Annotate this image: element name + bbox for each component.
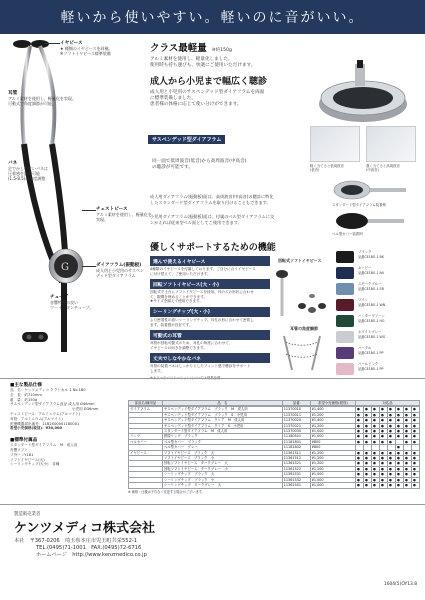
footer-url[interactable]: ホームページ http://www.kenzmedico.co.jp [36, 552, 147, 559]
footer-role: 製造販売業者 [14, 512, 41, 517]
color-swatch [336, 331, 354, 343]
support-note: ※カラーのバリエーションについては別頁参照 [150, 375, 221, 380]
color-item: ホワイトグレー 品番CE1BO-1 WG [336, 330, 422, 346]
footer-tel: TEL.(0495)71-1001 FAX.(0495)72-6716 [36, 545, 142, 552]
color-swatch [336, 347, 354, 359]
color-variations [336, 250, 422, 378]
photo-strong-touch [366, 126, 416, 162]
document-code: 1604(5)OY13.8 [383, 582, 417, 587]
support-list [150, 256, 270, 381]
support-item: 丈夫でしなやかなバネ 耳管の装着バネはしっかりとしたフィット感で聴診をサポート します。 [150, 353, 270, 373]
table-row: イヤピース ソフトイヤピース ブラック 大 11361511 ¥1,200 ● ● ● ● ● ● ● ● [129, 450, 420, 455]
tube-cross-section-icon [22, 332, 48, 342]
photo-light-touch [310, 126, 360, 162]
label-diaphragm: ダイアフラム(振動板) 成人用と小児用のサスペン デッド型ダイアフラム [96, 263, 144, 279]
section-suspended [148, 126, 300, 171]
color-item: パールピンク 品番CE1BO-1 PP [336, 362, 422, 378]
header-banner [0, 0, 425, 34]
label-earpiece: イヤピース ★ 種類のイヤピースを同梱。 ※ソフトイヤピース標準装備 [60, 41, 113, 57]
caption-standard: スタンダード型ダイアフラム装着例 [332, 203, 386, 207]
table-row: ベルカバー ベル型カバー ブラック 11181801 ¥800 ● ● ● ● ● ● ● [129, 439, 420, 444]
footer-address: 本社 〒367-0206 埼玉県本庄市児玉町共栄552-1 [14, 538, 138, 545]
color-item: ネービー 品番CE1BO-1 NV [336, 266, 422, 282]
table-row: 回転ソフトイヤピース ダークグレー 小 11361522 ¥1,200 ● ● ● ● ● ● ● ● [129, 466, 420, 471]
table-row: ダイアフラム サスペンデッド型ダイアフラム ブラック M 成人用 11370010 ¥1,400 ● ● ● ● ● ● ● ● [129, 407, 420, 412]
color-swatch [336, 299, 354, 311]
support-title: 優しくサポートするための機能 [150, 243, 276, 253]
earpiece-set-icon [298, 294, 326, 313]
suspended-desc: 同一面で低周波音(低音)から高周波音(中高音) の聴診が可能です。 [152, 159, 247, 170]
color-swatch [336, 283, 354, 295]
specs-block: ■主な製品仕様 品 名：ケンツメディコ クラシカル 1 No.180 全 長：約710mm 重 量：約150g サスペンデッド型ダイアフラム直径 成人用 Ø46mm 小児用 Ø36mm チェストピース：アルミニウム(アルマイト) 耳管：アルミニウム(アルマイト) 医療機器届出番号：11B2X00001180001 希望小売価格(税別)：¥30,000 ■標準付属品 スタンダード型ダイアフラム M 成人用 音響ソフト フ外ーンY181 ソフトイヤピース(大) シーリングチップ(大小) 各種 [10, 382, 125, 467]
company-name: ケンツメディコ株式会社 [14, 521, 156, 537]
support-item: 可動式の耳管 耳管が回転可動式のため、耳孔の角度に合わせて、 イヤピースの向きを調整できます。 [150, 330, 270, 350]
color-swatch [336, 251, 354, 263]
support-item: シーリングチップ(大・小) より密着性の高いシーリングチップ。耳孔の形に合わせて密着し ます。装着感が良好です。 [150, 307, 270, 327]
support-item: 回転ソフトイヤピース(大・小) 回転式で土台にソフトイヤピースを採用。耳の穴の形状に合わせ て、隙間を埋めることができます。 ★サイズを揃えて使用できます。 [150, 279, 270, 304]
table-row: サスペンデッド型ダイアフラム クリア M 成人用 11370020 ¥1,400 ● ● ● ● ● ● ● ● [129, 418, 420, 423]
rotation-title: 回転式ソフトイヤピース [278, 258, 322, 263]
color-item: ハンターグリーン 品番CE1BO-1 HG [336, 314, 422, 330]
standard-diaphragm-photo [330, 178, 410, 202]
angle-title: 耳管の角度調節 [290, 326, 318, 331]
color-swatch [336, 315, 354, 327]
caption-light-touch: 軽く当てると低周波音 (低音) [310, 164, 344, 173]
label-tube: チューブ 音響特性の良い ツーインワンチューブ。 [50, 295, 94, 311]
table-note: ※ 価格・仕様は予告なく変更する場合がございます。 [128, 489, 205, 494]
adult-child-title: 成人から小児まで幅広く聴診 [150, 77, 268, 87]
rotating-earpiece-photo [272, 266, 332, 324]
table-row: リング 鉄環リング ブラック 11180501 ¥1,000 ● ● ● ● ● ● ● ● [129, 434, 420, 439]
label-tube-upper: 耳管 アルミ素材を使用し、軽量化を実現。 可動式で角度調節が可能。 [8, 91, 76, 107]
table-row: 回転ソフトイヤピース ダークグレー 大 11361521 ¥1,200 ● ● ● ● ● ● ● ● [129, 461, 420, 466]
table-row: シーリングチップ ブラック 大 11361531 ¥1,000 ● ● ● ● ● ● ● ● [129, 472, 420, 477]
angle-adjust-diagram [272, 332, 332, 372]
table-row: ソフトイヤピース ブラック 小 11361512 ¥1,200 ● ● ● ● ● ● ● ● [129, 456, 420, 461]
color-item: ワイン 品番CE1BO-1 WN [336, 298, 422, 314]
color-swatch [336, 363, 354, 375]
diaphragm-text-2: 小児用ダイアフラム(振動板)面は、付属のベル型ダイアフラムに交 ンかえれば従来型ベル面としてご使用できます。 [150, 214, 275, 225]
section-class-weight [150, 36, 290, 69]
table-row: スタンダード型ダイアフラム M 成人用 11370030 ¥1,000 ● ● ● ● ● ● ● ● [129, 429, 420, 434]
color-swatch [336, 267, 354, 279]
table-row: ベル型カバー グレー 11181802 ¥800 ● [129, 445, 420, 450]
parts-table: 部品名/種用品 品 名 品番 希望小売価格(税別) 対応品 ダイアフラム サスペンデッド型ダイアフラム ブラック M 成人用 11370010 ¥1,400 ● ● ● ● ● ● ● ● サスペンデッド型ダイアフラム ブラック S 小児用 11370011 ¥1,200 ● ● ● ● ● ● ● ● サスペンデッド型ダイアフラム クリア M 成人用 11370020 ¥1,400 ● ● ● ● ● ● ● ● サスペンデッド型ダイアフラム クリア S 小児用 11370021 ¥1,200 ● ● ● ● ● ● ● ● スタンダード型ダイアフラム M 成人用 11370030 ¥1,000 ● ● ● ● ● ● ● ● リング 鉄環リング ブラック 11180501 ¥1,000 ● ● ● ● ● ● ● ● ベルカバー ベル型カバー ブラック 11181801 ¥800 ● ● ● ● ● ● ● ベル型カバー グレー 11181802 ¥800 ● イヤピース ソフトイヤピース ブラック 大 11361511 ¥1,200 ● ● ● ● ● ● ● ● ソフトイヤピース ブラック 小 11361512 ¥1,200 ● ● ● ● ● ● ● ● 回転ソフトイヤピース ダークグレー 大 11361521 ¥1,200 ● ● ● ● ● ● ● ● 回転ソフトイヤピース ダークグレー 小 11361522 ¥1,200 ● ● ● ● ● ● ● ● シーリングチップ ブラック 大 11361531 ¥1,000 ● ● ● ● ● ● ● ● シーリングチップ ブラック 小 11361532 ¥1,000 ● ● ● ● ● ● ● ● シーリングチップ ダークグレー 大 11361541 ¥1,000 ● ● ● ● ● ● ● ● ※ 価格・仕様は予告なく変更する場合がございます。 [128, 400, 420, 495]
label-chestpiece: チェストピース アルミ素材を使用し、軽量化を 実現。 [96, 207, 152, 223]
table-row: サスペンデッド型ダイアフラム クリア S 小児用 11370021 ¥1,200 ● ● ● ● ● ● ● ● [129, 423, 420, 428]
caption-bell: ベル型カバー装着例 [332, 232, 363, 236]
chestpiece-icon [49, 249, 83, 283]
caption-strong-touch: 強く当てると高周波音 (中高音) [366, 164, 400, 173]
class-weight-title: クラス最軽量 [150, 43, 207, 54]
label-spring: バネ 足でかしやすいバネは 圧着感を調整可能 (1.5-8.5)の角度調整 [8, 161, 48, 182]
support-item: 選んで使えるイヤピース 4種類のイヤピースを付属しております。ご自分に合うイヤピース に付け替えて、ご使用いただけます。 [150, 256, 270, 276]
diaphragm-text-1: 成人用ダイアフラム(振動板)面は、高周波音(中高音)の聴診に特化 したスタンダード型ダイアフラムを取り付けることもできます。 [150, 194, 274, 205]
specs-title: ■主な製品仕様 [10, 383, 42, 388]
color-item: ブラック 品番CE1BO-1 BK [336, 250, 422, 266]
svg-text:G: G [61, 262, 69, 273]
table-row: シーリングチップ ブラック 小 11361532 ¥1,000 ● ● ● ● ● ● ● ● [129, 477, 420, 482]
adult-child-desc: 成人用と小児用のサスペンデッド型ダイアフラムを両面 に標準装備しました。 患者様の体格に応じて使い分けができます。 [150, 90, 265, 107]
table-row: サスペンデッド型ダイアフラム ブラック S 小児用 11370011 ¥1,200 ● ● ● ● ● ● ● ● [129, 412, 420, 417]
accessory-title: ■標準付属品 [10, 438, 38, 444]
class-weight-value: ※約150g [211, 48, 232, 53]
bell-cover-photo [330, 210, 410, 232]
table-row: シーリングチップ ダークグレー 大 11361541 ¥1,000 ● ● ● ● ● ● ● ● [129, 483, 420, 488]
banner-title: 軽いから使いやすい。軽いのに音がいい。 [60, 10, 365, 26]
class-weight-desc: アルミ素材を使用し、軽量化しました。 使用時も持ち運びも、快適にご使用いただけます。 [150, 57, 256, 68]
footer [14, 512, 314, 559]
color-item: パープル 品番CE1BO-1 PP [336, 346, 422, 362]
section-adult-child [150, 74, 305, 108]
suspended-title: サスペンデッド型ダイアフラム [148, 135, 225, 144]
footer-divider [0, 504, 425, 505]
chestpiece-photo [305, 60, 420, 132]
color-item: スモークブルー 品番CE1BO-1 SB [336, 282, 422, 298]
